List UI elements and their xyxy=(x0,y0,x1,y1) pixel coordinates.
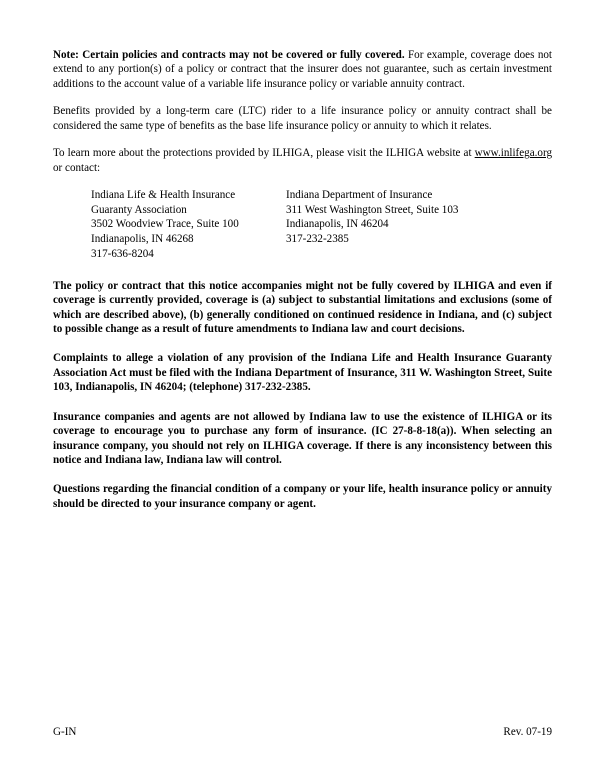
contact-addresses xyxy=(53,188,552,262)
learn-more-text-after: or contact: xyxy=(53,161,101,174)
contact-table xyxy=(91,188,458,262)
footer-form-code: G-IN xyxy=(53,726,77,738)
paragraph-ltc-rider: Benefits provided by a long-term care (LTC) rider to a life insurance policy or annuity contract shall be considered the same type of benefits as the base life insurance policy or annuity to which it relates. xyxy=(53,105,552,132)
paragraph-questions: Questions regarding the financial condition of a company or your life, health insurance policy or annuity should be directed to your insurance company or agent. xyxy=(53,483,552,510)
ilhiga-website-link[interactable]: www.inlifega.org xyxy=(474,147,552,160)
contact-cell-left: Guaranty Association xyxy=(91,203,187,216)
contact-cell-left: Indianapolis, IN 46268 xyxy=(91,233,194,246)
paragraph-policy-limitations: The policy or contract that this notice accompanies might not be fully covered by ILHIGA and even if coverage is currently provided, coverage is (a) subject to substantial limitations and exclusions (some of which are described above), (b) generally conditioned on continued residence in Indiana, and (c) subject to possible change as a result of future amendments to Indiana law and court decisions. xyxy=(53,279,552,335)
table-row xyxy=(91,232,458,247)
contact-cell-right: 317-232-2385 xyxy=(286,233,349,246)
contact-cell-right: 311 West Washington Street, Suite 103 xyxy=(286,203,459,216)
contact-cell-left: Indiana Life & Health Insurance xyxy=(91,188,236,201)
paragraph-complaints: Complaints to allege a violation of any provision of the Indiana Life and Health Insurance Guaranty Association Act must be filed with the Indiana Department of Insurance, 311 W. Washington Street, Suite 103, Indianapolis, IN 46204; (telephone) 317-232-2385. xyxy=(53,352,552,394)
footer-revision: Rev. 07-19 xyxy=(503,726,552,738)
contact-cell-right: Indianapolis, IN 46204 xyxy=(286,218,389,231)
contact-cell-right xyxy=(286,247,458,262)
note-lead-bold: Note: Certain policies and contracts may not be covered or fully covered. xyxy=(53,49,405,61)
learn-more-text-before: To learn more about the protections provided by ILHIGA, please visit the ILHIGA website at xyxy=(53,147,475,160)
paragraph-learn-more xyxy=(53,146,552,175)
table-row xyxy=(91,188,458,203)
table-row xyxy=(91,217,458,232)
table-row xyxy=(91,247,458,262)
contact-cell-right: Indiana Department of Insurance xyxy=(286,188,433,201)
contact-cell-left: 317-636-8204 xyxy=(91,247,154,260)
paragraph-no-solicitation: Insurance companies and agents are not allowed by Indiana law to use the existence of ILHIGA or its coverage to encourage you to purchase any form of insurance. (IC 27-8-8-18(a)). When selecting an insurance company, you should not rely on ILHIGA coverage. If there is any inconsistency between this notice and Indiana law, Indiana law will control. xyxy=(53,410,552,466)
paragraph-note-coverage xyxy=(53,48,552,91)
note-body-text: For example, coverage does not extend to any portion(s) of a policy or contract that the insurer does not guarantee, such as certain investment additions to the account value of a variable life insurance policy or variable annuity contract. xyxy=(53,49,553,90)
contact-cell-left: 3502 Woodview Trace, Suite 100 xyxy=(91,218,239,231)
page-footer xyxy=(53,726,552,738)
table-row xyxy=(91,203,458,218)
